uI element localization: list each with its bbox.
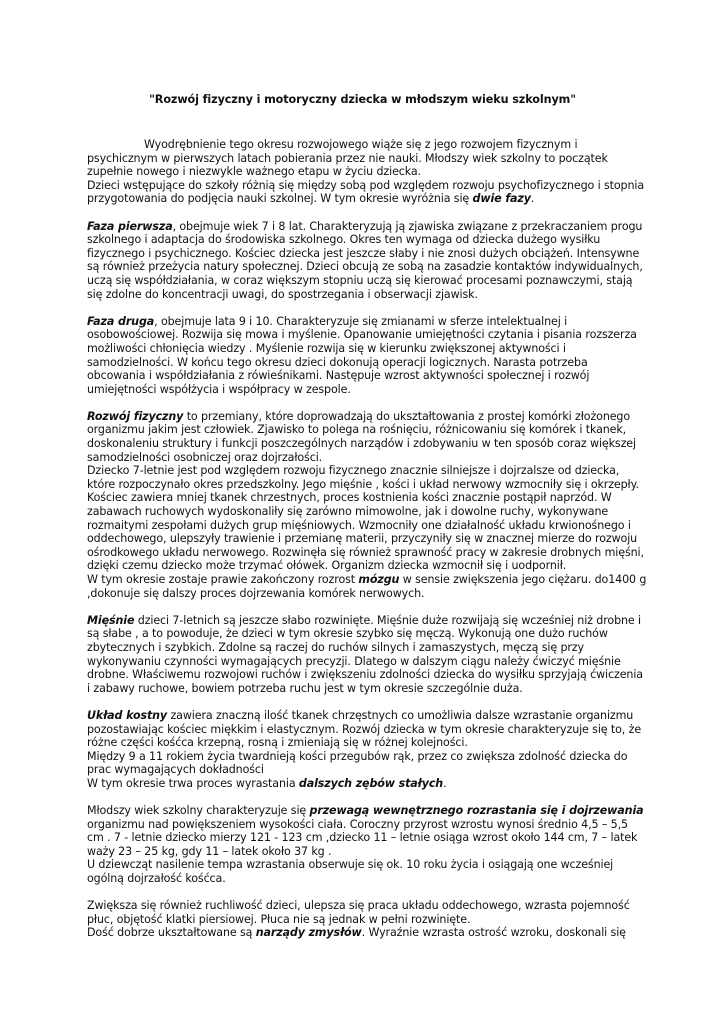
faza-pierwsza-paragraph [87,220,647,302]
faza-druga-term: Faza druga [87,314,155,328]
wzrost-text-3: U dziewcząt nasilenie tempa wzrastania obserwuje się ok. 10 roku życia i osiągają one wcześniej ogólną dojrzałość kośćca. [87,858,614,886]
ruchliwosc-paragraph [87,899,647,940]
uklad-kostny-text-4: . [443,776,447,790]
rozwoj-fizyczny-text-2: Dziecko 7-letnie jest pod względem rozwoju fizycznego znacznie silniejsze i dojrzalsze od dziecka, które rozpoczynało okres przedszkolny. Jego mięśnie , kości i układ nerwowy wzmocniły się i okrzepły. Kościec zawiera mniej tkanek chrzestnych, proces kostnienia kości znacznie postąpił naprzód. W zabawach ruchowych wydoskonaliły się zarówno mimowolne, jak i dowolne ruchy, wykonywane rozmaitymi zespołami dużych grup mięśniowych. Wzmocniły one działalność układu krwionośnego i oddechowego, ulepszyły trawienie i przemianę materii, przyczyniły się w znacznej mierze do rozwoju ośrodkowego układu nerwowego. Rozwinęła się również sprawność pracy w zakresie drobnych mięśni, dzięki czemu dziecko może trzymać ołówek. Organizm dziecka wzmocnił się i uodpornił. [87,464,644,573]
mozg-emphasis: mózgu [358,573,400,586]
intro-text-1: Wyodrębnienie tego okresu rozwojowego wiąże się z jego rozwojem fizycznym i psychicznym w pierwszych latach pobierania przez nie nauki. Młodszy wiek szkolny to początek zupełnie nowego i niezwykle ważnego etapu w życiu dziecka. [87,138,608,179]
intro-text-2: Dzieci wstępujące do szkoły różnią się między sobą pod względem rozwoju psychofizycznego i stopnia przygotowania do podjęcia nauki szkolnej. W tym okresie wyróżnia się [87,178,645,206]
zeby-emphasis: dalszych zębów stałych [298,776,444,790]
faza-pierwsza-term: Faza pierwsza [87,219,173,233]
miesnie-text: dzieci 7-letnich są jeszcze słabo rozwinięte. Mięśnie duże rozwijają się wcześniej niż drobne i są słabe , a to powoduje, że dzieci w tym okresie szybko się męczą. Wykonują one dużo ruchów zbytecznych i szybkich. Zdolne są raczej do ruchów silnych i zamaszystych, męczą się przy wykonywaniu czynności wymagających precyzji. Dlatego w dalszym ciągu należy ćwiczyć mięśnie drobne. Właściwemu rozwojowi ruchów i zwiększeniu zdolności dziecka do wysiłku sprzyjają ćwiczenia i zabawy ruchowe, bowiem potrzeba ruchu jest w tym okresie szczególnie duża. [87,613,643,695]
miesnie-paragraph [87,614,647,696]
wzrost-text-2: organizmu nad powiększeniem wysokości ciała. Coroczny przyrost wzrostu wynosi średnio 4,5 – 5,5 cm . 7 - letnie dziecko mierzy 121 - 123 cm ,dziecko 11 – letnie osiąga wzrost około 144 cm, 7 – latek waży 23 – 25 kg, gdy 11 – latek około 37 kg . [87,817,638,858]
wzrost-emphasis: przewagą wewnętrznego rozrastania się i dojrzewania [309,804,644,818]
zmysly-emphasis: narządy zmysłów [255,926,362,940]
document-body [87,138,647,940]
ruchliwosc-text: Zwiększa się również ruchliwość dzieci, ulepsza się praca układu oddechowego, wzrasta pojemność płuc, objętość klatki piersiowej. Płuca nie są jednak w pełni rozwinięte. [87,899,630,926]
rozwoj-fizyczny-paragraph [87,410,647,600]
intro-text-3: . [530,192,535,206]
intro-paragraph [87,138,647,206]
faza-pierwsza-text: , obejmuje wiek 7 i 8 lat. Charakteryzują ją zjawiska związane z przekraczaniem progu szkolnego i adaptacja do środowiska szkolnego. Okres ten wymaga od dziecka dużego wysiłku fizycznego i psychicznego. Kościec dziecka jest jeszcze słaby i nie znosi dużych obciążeń. Intensywne są również przeżycia natury społecznej. Dzieci obcują ze sobą na zasadzie kontaktów indywidualnych, uczą się współdziałania, w coraz większym stopniu uczą się kierować procesami poznawczymi, stają się zdolne do koncentracji uwagi, do spostrzegania i obserwacji zjawisk. [87,219,643,301]
intro-emphasis: dwie fazy [472,192,531,206]
wzrost-text-1: Młodszy wiek szkolny charakteryzuje się [87,804,310,818]
uklad-kostny-term: Układ kostny [87,708,168,722]
uklad-kostny-text-2: Między 9 a 11 rokiem życia twardnieją kości przegubów rąk, przez co zwiększa zdolność dziecka do prac wymagających dokładności [87,749,628,777]
uklad-kostny-text-3: W tym okresie trwa proces wyrastania [87,776,299,790]
uklad-kostny-text: zawiera znaczną ilość tkanek chrzęstnych co umożliwia dalsze wzrastanie organizmu pozostawiając kościec miękkim i elastycznym. Rozwój dziecka w tym okresie charakteryzuje się to, że różne części kośćca krzepną, rosną i zmieniają się w różnej kolejności. [87,708,642,750]
document-title: "Rozwój fizyczny i motoryczny dziecka w młodszym wieku szkolnym" [149,93,576,106]
rozwoj-fizyczny-text-4: w sensie zwiększenia jego ciężaru. do1400 g ,dokonuje się dalszy proces dojrzewania komórek nerwowych. [87,573,647,600]
wzrost-paragraph [87,804,647,886]
ruchliwosc-text-3: . Wyraźnie wzrasta ostrość wzroku, doskonali się [361,926,626,940]
miesnie-term: Mięśnie [87,613,135,627]
faza-druga-paragraph [87,315,647,397]
uklad-kostny-paragraph [87,709,647,791]
rozwoj-fizyczny-text-3: W tym okresie zostaje prawie zakończony rozrost [87,573,359,586]
rozwoj-fizyczny-text: to przemiany, które doprowadzają do ukształtowania z prostej komórki złożonego organizmu jakim jest człowiek. Zjawisko to polega na rośnięciu, różnicowaniu się komórek i tkanek, doskonaleniu struktury i funkcji poszczególnych narządów i zdobywaniu w ten sposób coraz większej samodzielności osobniczej oraz dojrzałości. [87,409,636,464]
rozwoj-fizyczny-term: Rozwój fizyczny [87,409,184,423]
faza-druga-text: , obejmuje lata 9 i 10. Charakteryzuje się zmianami w sferze intelektualnej i osobowościowej. Rozwija się mowa i myślenie. Opanowanie umiejętności czytania i pisania rozszerza możliwości chłonięcia wiedzy . Myślenie rozwija się w kierunku zwiększonej aktywności i samodzielności. W końcu tego okresu dzieci dokonują operacji logicznych. Narasta potrzeba obcowania i współdziałania z rówieśnikami. Następuje wzrost aktywności społecznej i rozwój umiejętności współżycia i współpracy w zespole. [87,314,637,396]
ruchliwosc-text-2: Dość dobrze ukształtowane są [87,926,256,940]
